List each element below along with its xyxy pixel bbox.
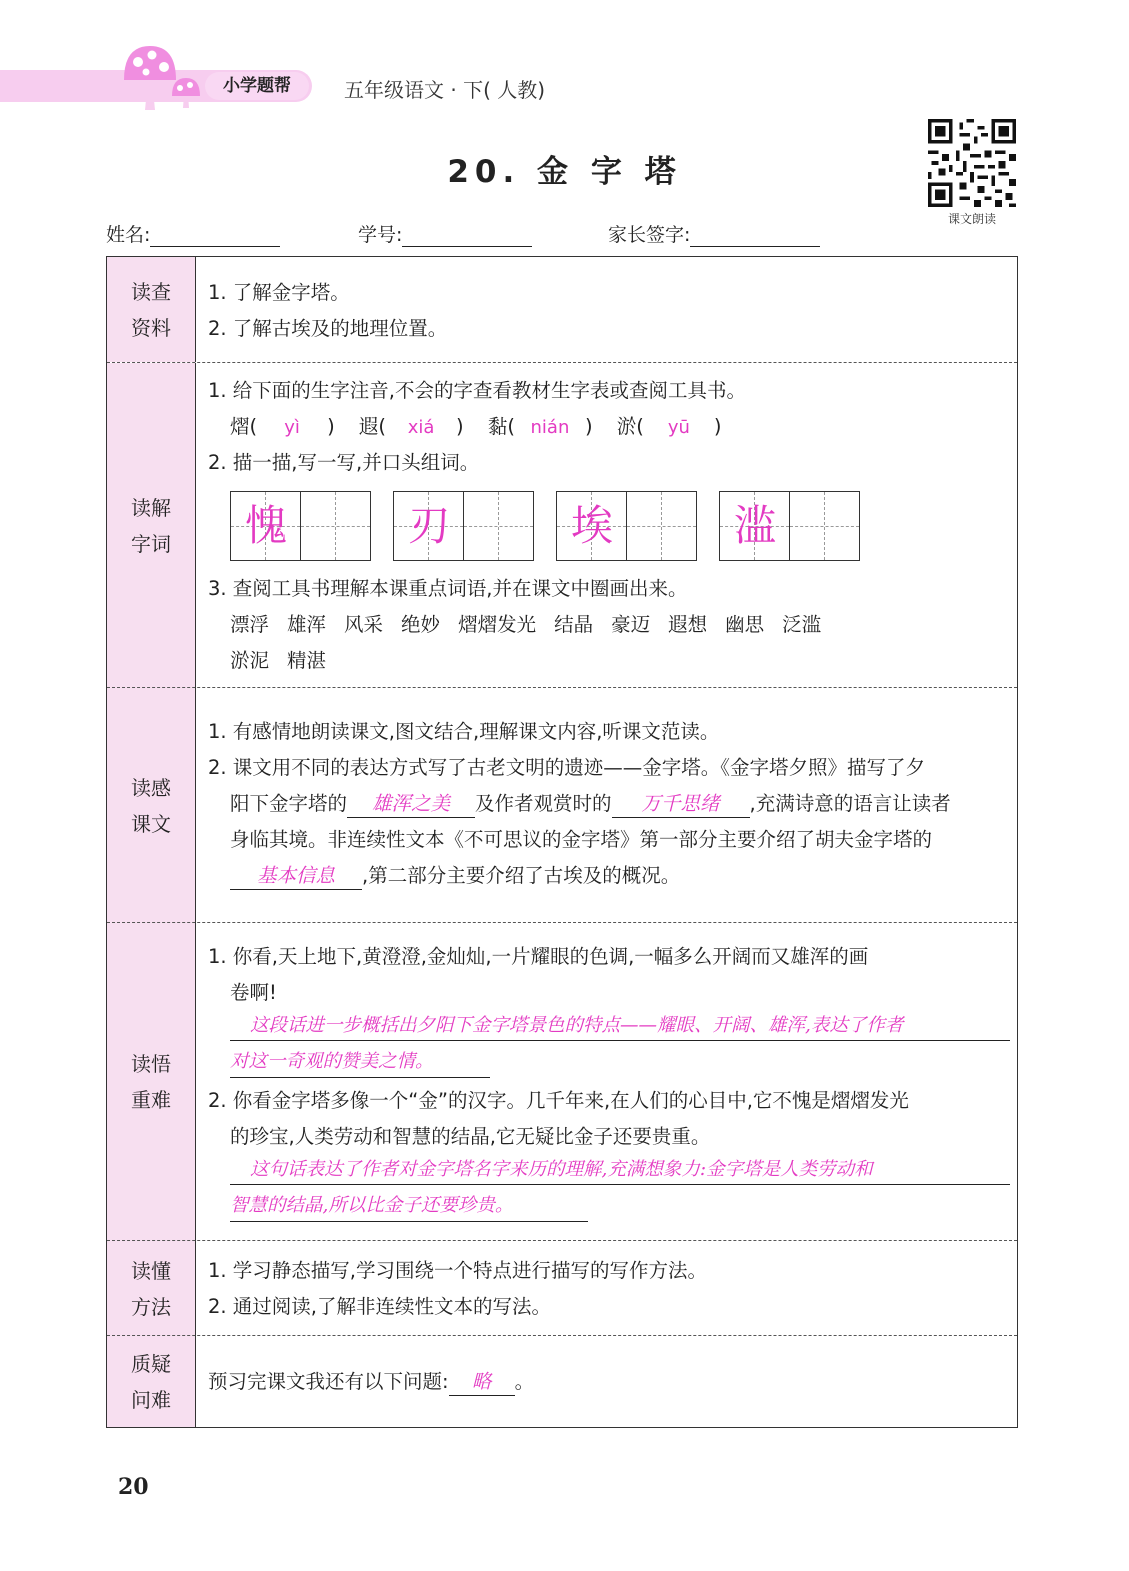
answer-line[interactable]	[208, 1155, 1010, 1191]
pinyin-answer[interactable]: nián	[530, 417, 570, 438]
vocab-word: 熠熠发光	[458, 613, 537, 636]
label-line: 方法	[131, 1294, 171, 1319]
brand-label: 小学题帮	[205, 72, 309, 100]
text-line	[208, 858, 1007, 894]
pinyin-item[interactable]	[359, 409, 464, 446]
name-field[interactable]	[106, 220, 280, 247]
pinyin-item[interactable]	[488, 409, 593, 446]
text-line: 2. 通过阅读,了解非连续性文本的写法。	[208, 1295, 552, 1318]
section-questions	[107, 1335, 1017, 1427]
pinyin-char: 遐(	[358, 415, 387, 438]
section-label	[107, 1241, 196, 1336]
label-line: 读懂	[131, 1258, 171, 1283]
trace-char: 愧	[244, 501, 287, 550]
id-label: 学号:	[358, 224, 403, 246]
text-line: 1. 了解金字塔。	[208, 281, 350, 304]
name-label: 姓名:	[106, 224, 151, 246]
vocab-word: 漂浮	[230, 613, 270, 636]
section-content	[196, 257, 1017, 362]
vocab-word: 泛滥	[782, 613, 822, 636]
answer-text: 这句话表达了作者对金字塔名字来历的理解,充满想象力:金字塔是人类劳动和	[230, 1155, 1010, 1185]
section-content	[196, 923, 1020, 1241]
word-list	[208, 607, 1007, 643]
qr-caption: 课文朗读	[947, 212, 996, 226]
grid-cell[interactable]	[790, 492, 860, 560]
answer-blank[interactable]: 雄浑之美	[347, 790, 475, 818]
section-content	[196, 363, 1017, 688]
label-line: 质疑	[131, 1351, 171, 1376]
book-title: 五年级语文 · 下( 人教)	[344, 78, 546, 102]
answer-blank[interactable]: 略	[449, 1368, 515, 1396]
pinyin-answer[interactable]: yū	[667, 417, 690, 438]
text-fragment: ,充满诗意的语言让读者	[749, 792, 951, 815]
text-fragment: 阳下金字塔的	[230, 792, 348, 815]
pinyin-row	[208, 409, 1007, 445]
word-list	[208, 643, 1007, 679]
section-label	[107, 257, 196, 362]
text-line: 2. 课文用不同的表达方式写了古老文明的遗迹——金字塔。《金字塔夕照》描写了夕	[208, 756, 926, 779]
trace-char: 刃	[407, 501, 450, 550]
question-text: 1. 你看,天上地下,黄澄澄,金灿灿,一片耀眼的色调,一幅多么开阔而又雄浑的画	[208, 945, 869, 968]
label-line: 重难	[131, 1088, 171, 1112]
section-label	[107, 1336, 196, 1427]
question-text: 2. 描一描,写一写,并口头组词。	[208, 451, 480, 474]
page-number: 20	[118, 1474, 149, 1500]
text-fragment: 预习完课文我还有以下问题:	[208, 1369, 449, 1393]
answer-text: 对这一奇观的赞美之情。	[230, 1047, 490, 1078]
grid-cell[interactable]	[627, 492, 697, 560]
grid-cell[interactable]	[557, 492, 627, 560]
grid-cell[interactable]	[720, 492, 790, 560]
parent-signature-blank[interactable]	[690, 226, 820, 247]
pinyin-answer[interactable]: xiá	[407, 417, 435, 438]
vocab-word: 淤泥	[230, 649, 270, 672]
answer-blank[interactable]: 基本信息	[230, 862, 362, 890]
parent-signature-label: 家长签字:	[608, 224, 691, 246]
label-line: 读查	[131, 279, 171, 304]
label-line: 读解	[131, 495, 171, 520]
answer-text: 智慧的结晶,所以比金子还要珍贵。	[230, 1191, 588, 1222]
section-content	[196, 1336, 1017, 1427]
grid-cell[interactable]	[231, 492, 301, 560]
label-line: 资料	[131, 315, 171, 340]
text-line	[208, 786, 1007, 822]
lesson-title: 20. 金 字 塔	[447, 154, 682, 190]
pinyin-answer[interactable]: yì	[284, 417, 300, 438]
tracing-grid[interactable]	[556, 491, 697, 561]
answer-text: 这段话进一步概括出夕阳下金字塔景色的特点——耀眼、开阔、雄浑,表达了作者	[230, 1011, 1010, 1041]
section-vocabulary	[107, 362, 1017, 688]
pinyin-paren: )	[584, 415, 593, 438]
worksheet-table	[106, 256, 1018, 1428]
vocab-word: 幽思	[725, 613, 765, 636]
pinyin-paren: )	[456, 415, 464, 438]
answer-line[interactable]	[208, 1011, 1010, 1047]
question-text: 卷啊!	[230, 981, 277, 1004]
trace-char: 埃	[570, 501, 613, 550]
text-fragment: 。	[514, 1369, 535, 1393]
text-fragment: ,第二部分主要介绍了古埃及的概况。	[362, 864, 681, 887]
section-methods	[107, 1240, 1017, 1336]
text-line: 1. 学习静态描写,学习围绕一个特点进行描写的写作方法。	[208, 1259, 708, 1282]
section-label	[107, 363, 196, 688]
vocab-word: 结晶	[554, 613, 594, 636]
id-field[interactable]	[358, 220, 532, 247]
pinyin-char: 黏(	[487, 415, 515, 438]
answer-blank[interactable]: 万千思绪	[612, 790, 750, 818]
section-text-understanding	[107, 687, 1017, 923]
trace-char: 滥	[733, 501, 776, 550]
parent-signature-field[interactable]	[608, 220, 820, 247]
section-content	[196, 1241, 1017, 1336]
label-line: 问难	[131, 1387, 171, 1412]
question-text: 1. 给下面的生字注音,不会的字查看教材生字表或查阅工具书。	[208, 379, 747, 402]
vocab-word: 遐想	[668, 613, 708, 636]
label-line: 读悟	[131, 1052, 171, 1076]
name-blank[interactable]	[150, 226, 280, 247]
section-research	[107, 257, 1017, 362]
mushroom-logo-icon	[118, 40, 208, 112]
vocab-word: 精湛	[287, 649, 327, 672]
tracing-grid[interactable]	[393, 491, 534, 561]
label-line: 读感	[131, 775, 171, 800]
text-line: 身临其境。非连续性文本《不可思议的金字塔》第一部分主要介绍了胡夫金字塔的	[230, 828, 933, 851]
grid-cell[interactable]	[464, 492, 534, 560]
vocab-word: 风采	[344, 613, 384, 636]
section-label	[107, 688, 196, 923]
question-text: 的珍宝,人类劳动和智慧的结晶,它无疑比金子还要贵重。	[230, 1125, 711, 1148]
answer-line[interactable]	[208, 1047, 1010, 1083]
section-label	[107, 923, 196, 1241]
text-line: 2. 了解古埃及的地理位置。	[208, 317, 448, 340]
pinyin-paren: )	[327, 415, 335, 438]
text-fragment: 及作者观赏时的	[475, 792, 612, 815]
pinyin-char: 淤(	[616, 415, 644, 438]
question-text: 3. 查阅工具书理解本课重点词语,并在课文中圈画出来。	[208, 577, 688, 600]
label-line: 课文	[131, 811, 171, 836]
text-line: 1. 有感情地朗读课文,图文结合,理解课文内容,听课文范读。	[208, 720, 720, 743]
label-line: 字词	[131, 531, 171, 556]
vocab-word: 雄浑	[287, 613, 327, 636]
pinyin-item[interactable]	[230, 409, 335, 446]
id-blank[interactable]	[402, 226, 532, 247]
pinyin-item[interactable]	[617, 409, 722, 446]
answer-line[interactable]	[208, 1191, 1010, 1227]
pinyin-char: 熠(	[230, 415, 258, 438]
tracing-grid[interactable]	[719, 491, 860, 561]
vocab-word: 豪迈	[611, 613, 651, 636]
grid-cell[interactable]	[394, 492, 464, 560]
tracing-grids	[208, 481, 1007, 571]
section-key-difficulties	[107, 922, 1017, 1241]
tracing-grid[interactable]	[230, 491, 371, 561]
qr-code-icon[interactable]	[928, 119, 1016, 207]
grid-cell[interactable]	[301, 492, 371, 560]
vocab-word: 绝妙	[401, 613, 441, 636]
section-content	[196, 688, 1017, 923]
text-line	[208, 1364, 534, 1400]
question-text: 2. 你看金字塔多像一个“金”的汉字。几千年来,在人们的心目中,它不愧是熠熠发光	[208, 1089, 909, 1112]
pinyin-paren: )	[713, 415, 722, 438]
